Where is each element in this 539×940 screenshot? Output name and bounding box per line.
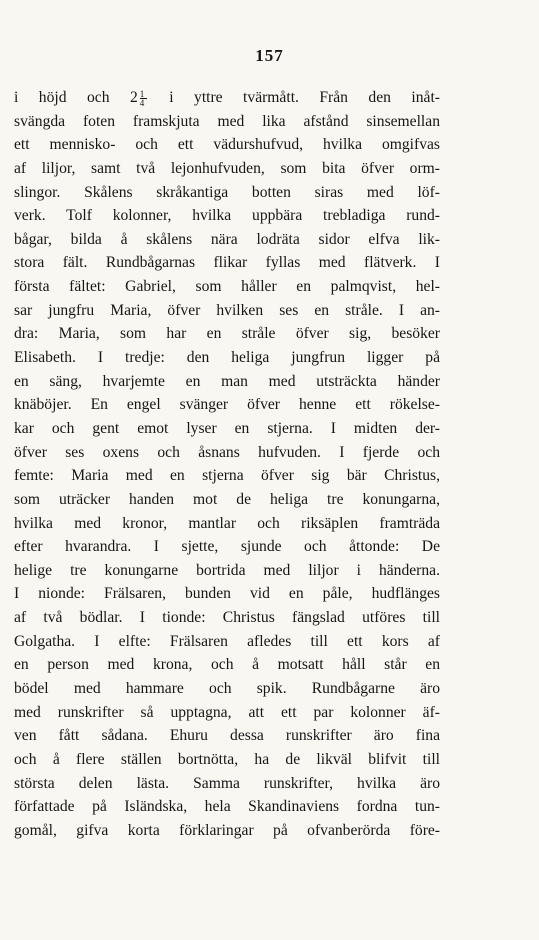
body-text bbox=[14, 86, 440, 843]
text-line: af två bödlar. I tionde: Christus fängslad utföres till bbox=[14, 609, 440, 627]
text-line: knäböjer. En engel svänger öfver henne ett rökelse- bbox=[14, 396, 440, 414]
text-line: slingor. Skålens skråkantiga botten siras med löf- bbox=[14, 183, 440, 201]
fraction-denominator: 4 bbox=[139, 97, 145, 108]
text-line: I nionde: Frälsaren, bunden vid en påle, hudflänges bbox=[14, 585, 440, 603]
text-line: gomål, gifva korta förklaringar på ofvanberörda före- bbox=[14, 821, 440, 839]
text-line: verk. Tolf kolonner, hvilka uppbära trebladiga rund- bbox=[14, 207, 440, 225]
text-line: första fältet: Gabriel, som håller en palmqvist, hel- bbox=[14, 278, 440, 296]
text-line: Elisabeth. I tredje: den heliga jungfrun ligger på bbox=[14, 349, 440, 367]
text-line: öfver ses oxens och åsnans hufvuden. I fjerde och bbox=[14, 443, 440, 461]
fraction-numerator: 1 bbox=[139, 88, 145, 99]
text-line: dra: Maria, som har en stråle öfver sig, besöker bbox=[14, 325, 440, 343]
text-line: efter hvarandra. I sjette, sjunde och åttonde: De bbox=[14, 538, 440, 556]
fraction bbox=[140, 90, 147, 107]
text-line: Golgatha. I elfte: Frälsaren afledes till ett kors af bbox=[14, 632, 440, 650]
text-line: största delen lästa. Samma runskrifter, hvilka äro bbox=[14, 774, 440, 792]
text-line: och å flere ställen bortnötta, ha de likväl blifvit till bbox=[14, 750, 440, 768]
text-line bbox=[14, 86, 440, 110]
text-line: helige tre konungarne bortrida med liljor i händerna. bbox=[14, 561, 440, 579]
text-line: svängda foten framskjuta med lika afstånd sinsemellan bbox=[14, 112, 440, 130]
text-line: med runskrifter så upptagna, att ett par kolonner äf- bbox=[14, 703, 440, 721]
text-segment: i yttre tvärmått. Från den inåt- bbox=[148, 89, 440, 106]
text-line: författade på Isländska, hela Skandinaviens fordna tun- bbox=[14, 798, 440, 816]
text-line: bågar, bilda å skålens nära lodräta sidor elfva lik- bbox=[14, 230, 440, 248]
text-line: sar jungfru Maria, öfver hvilken ses en stråle. I an- bbox=[14, 301, 440, 319]
text-line: en person med krona, och å motsatt håll står en bbox=[14, 656, 440, 674]
text-line: som uträcker handen mot de heliga tre konungarna, bbox=[14, 490, 440, 508]
text-line: hvilka med kronor, mantlar och riksäplen framträda bbox=[14, 514, 440, 532]
text-line: bödel med hammare och spik. Rundbågarne äro bbox=[14, 680, 440, 698]
text-line: femte: Maria med en stjerna öfver sig bär Christus, bbox=[14, 467, 440, 485]
text-line: ett mennisko- och ett vädurshufvud, hvilka omgifvas bbox=[14, 136, 440, 154]
page-number: 157 bbox=[255, 46, 284, 65]
text-line: stora fält. Rundbågarnas flikar fyllas med flätverk. I bbox=[14, 254, 440, 272]
text-line: kar och gent emot lyser en stjerna. I midten der- bbox=[14, 419, 440, 437]
text-line: en säng, hvarjemte en man med utsträckta händer bbox=[14, 372, 440, 390]
text-line: af liljor, samt två lejonhufvuden, som bita öfver orm- bbox=[14, 159, 440, 177]
text-line: ven fått sådana. Ehuru dessa runskrifter äro fina bbox=[14, 727, 440, 745]
text-segment: i höjd och 2 bbox=[14, 89, 138, 106]
